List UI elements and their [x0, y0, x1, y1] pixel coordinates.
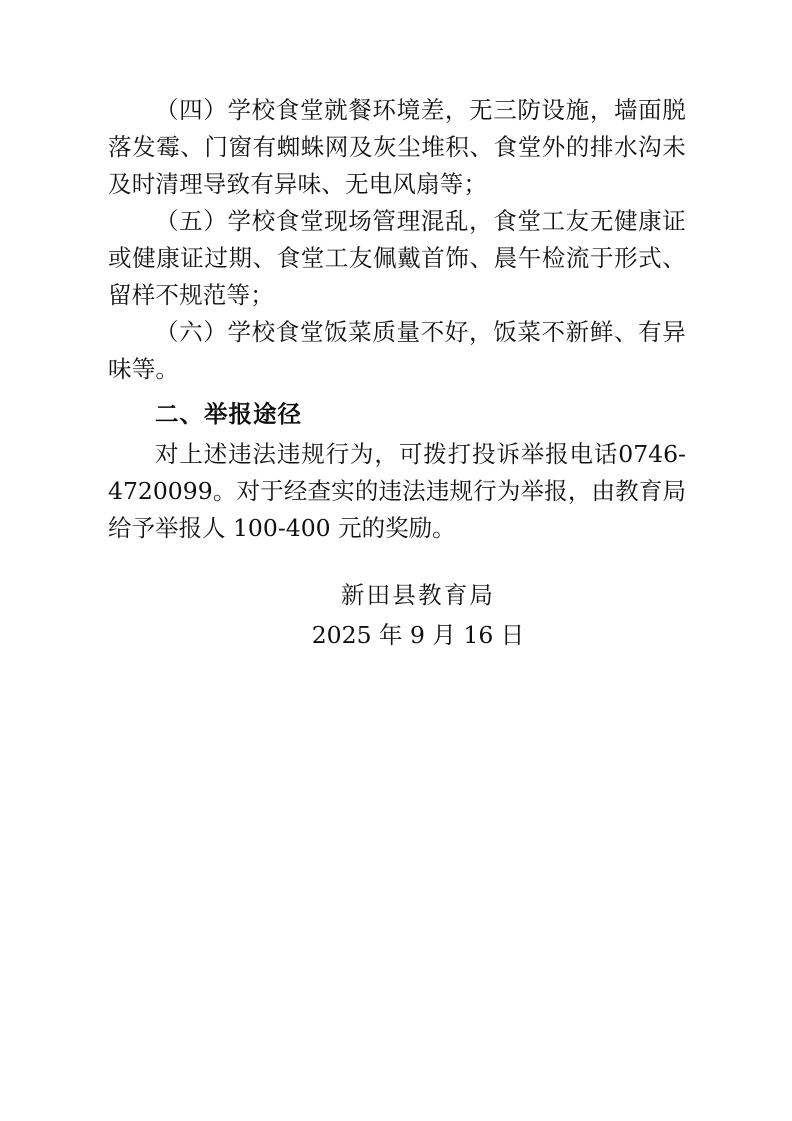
document-body: [108, 92, 686, 547]
paragraph-item-5: （五）学校食堂现场管理混乱，食堂工友无健康证或健康证过期、食堂工友佩戴首饰、晨午检流于形式、留样不规范等；: [108, 207, 686, 309]
signature-block: [108, 575, 686, 655]
paragraph-report-channels: 对上述违法违规行为，可拨打投诉举报电话0746-4720099。对于经查实的违法违规行为举报，由教育局给予举报人 100-400 元的奖励。: [108, 440, 686, 542]
signature-organization: 新田县教育局: [340, 581, 496, 609]
section-heading-report-channels: 二、举报途径: [155, 400, 302, 428]
paragraph-item-4: （四）学校食堂就餐环境差，无三防设施，墙面脱落发霉、门窗有蜘蛛网及灰尘堆积、食堂外的排水沟未及时清理导致有异味、无电风扇等；: [108, 96, 686, 198]
signature-date: 2025 年 9 月 16 日: [311, 621, 525, 649]
paragraph-item-6: （六）学校食堂饭菜质量不好，饭菜不新鲜、有异味等。: [108, 318, 686, 383]
